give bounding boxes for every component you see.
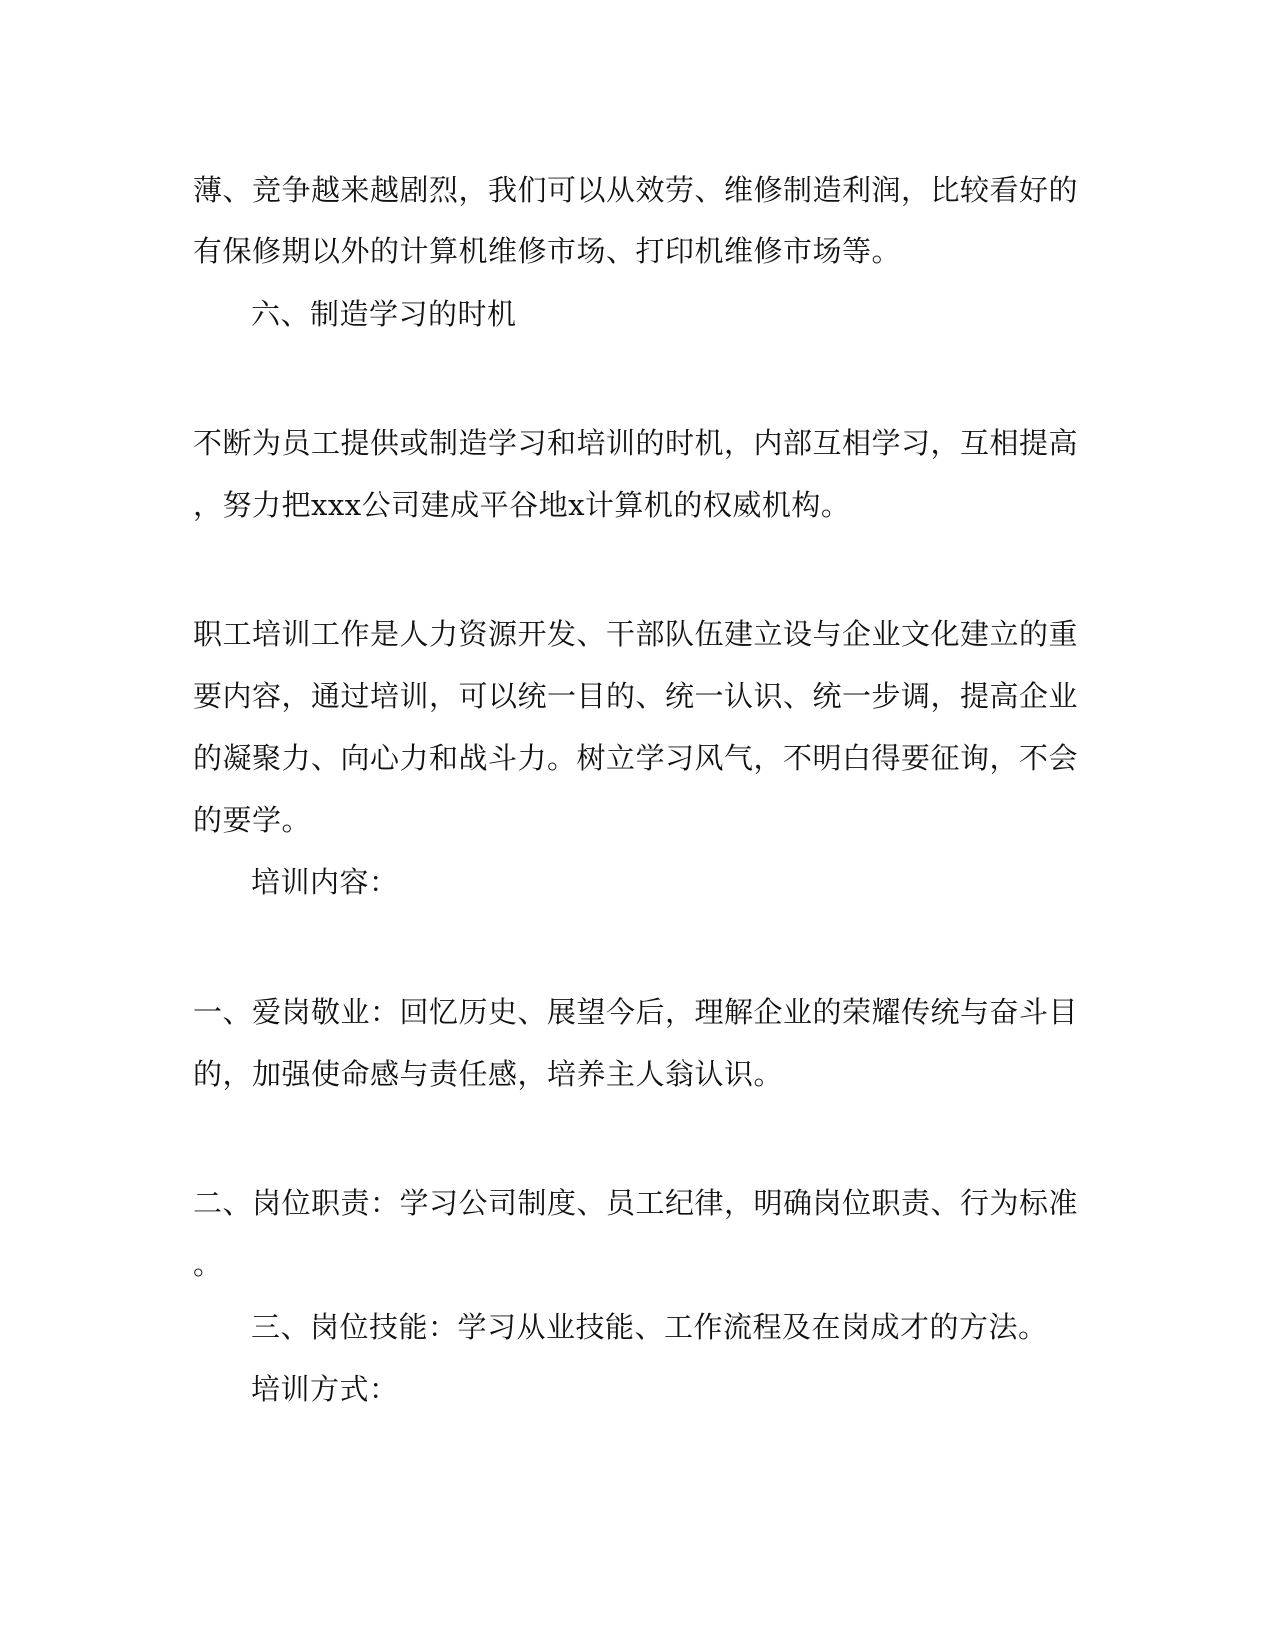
training-content-heading: 培训内容： bbox=[251, 865, 399, 899]
training-method-heading: 培训方式： bbox=[251, 1372, 399, 1406]
text-line-8: 的凝聚力、向心力和战斗力。树立学习风气，不明白得要征询，不会 bbox=[193, 741, 1079, 775]
text-line-11: 一、爱岗敬业：回忆历史、展望今后，理解企业的荣耀传统与奋斗目 bbox=[193, 995, 1079, 1029]
text-line-5: ，努力把xxx公司建成平谷地x计算机的权威机构。 bbox=[193, 488, 851, 522]
text-line-12: 的，加强使命感与责任感，培养主人翁认识。 bbox=[193, 1057, 784, 1091]
text-line-4: 不断为员工提供或制造学习和培训的时机，内部互相学习，互相提高 bbox=[193, 426, 1079, 460]
text-line-7: 要内容，通过培训，可以统一目的、统一认识、统一步调，提高企业 bbox=[193, 679, 1079, 713]
text-line-9: 的要学。 bbox=[193, 803, 312, 837]
text-line-13: 二、岗位职责：学习公司制度、员工纪律，明确岗位职责、行为标准 bbox=[193, 1186, 1079, 1220]
text-line-1: 薄、竞争越来越剧烈，我们可以从效劳、维修制造利润，比较看好的 bbox=[193, 173, 1079, 207]
text-line-15: 三、岗位技能：学习从业技能、工作流程及在岗成才的方法。 bbox=[251, 1310, 1048, 1344]
text-line-6: 职工培训工作是人力资源开发、干部队伍建立设与企业文化建立的重 bbox=[193, 617, 1079, 651]
section-heading-six: 六、制造学习的时机 bbox=[251, 297, 517, 331]
text-line-2: 有保修期以外的计算机维修市场、打印机维修市场等。 bbox=[193, 234, 902, 268]
text-line-14: 。 bbox=[193, 1247, 223, 1281]
